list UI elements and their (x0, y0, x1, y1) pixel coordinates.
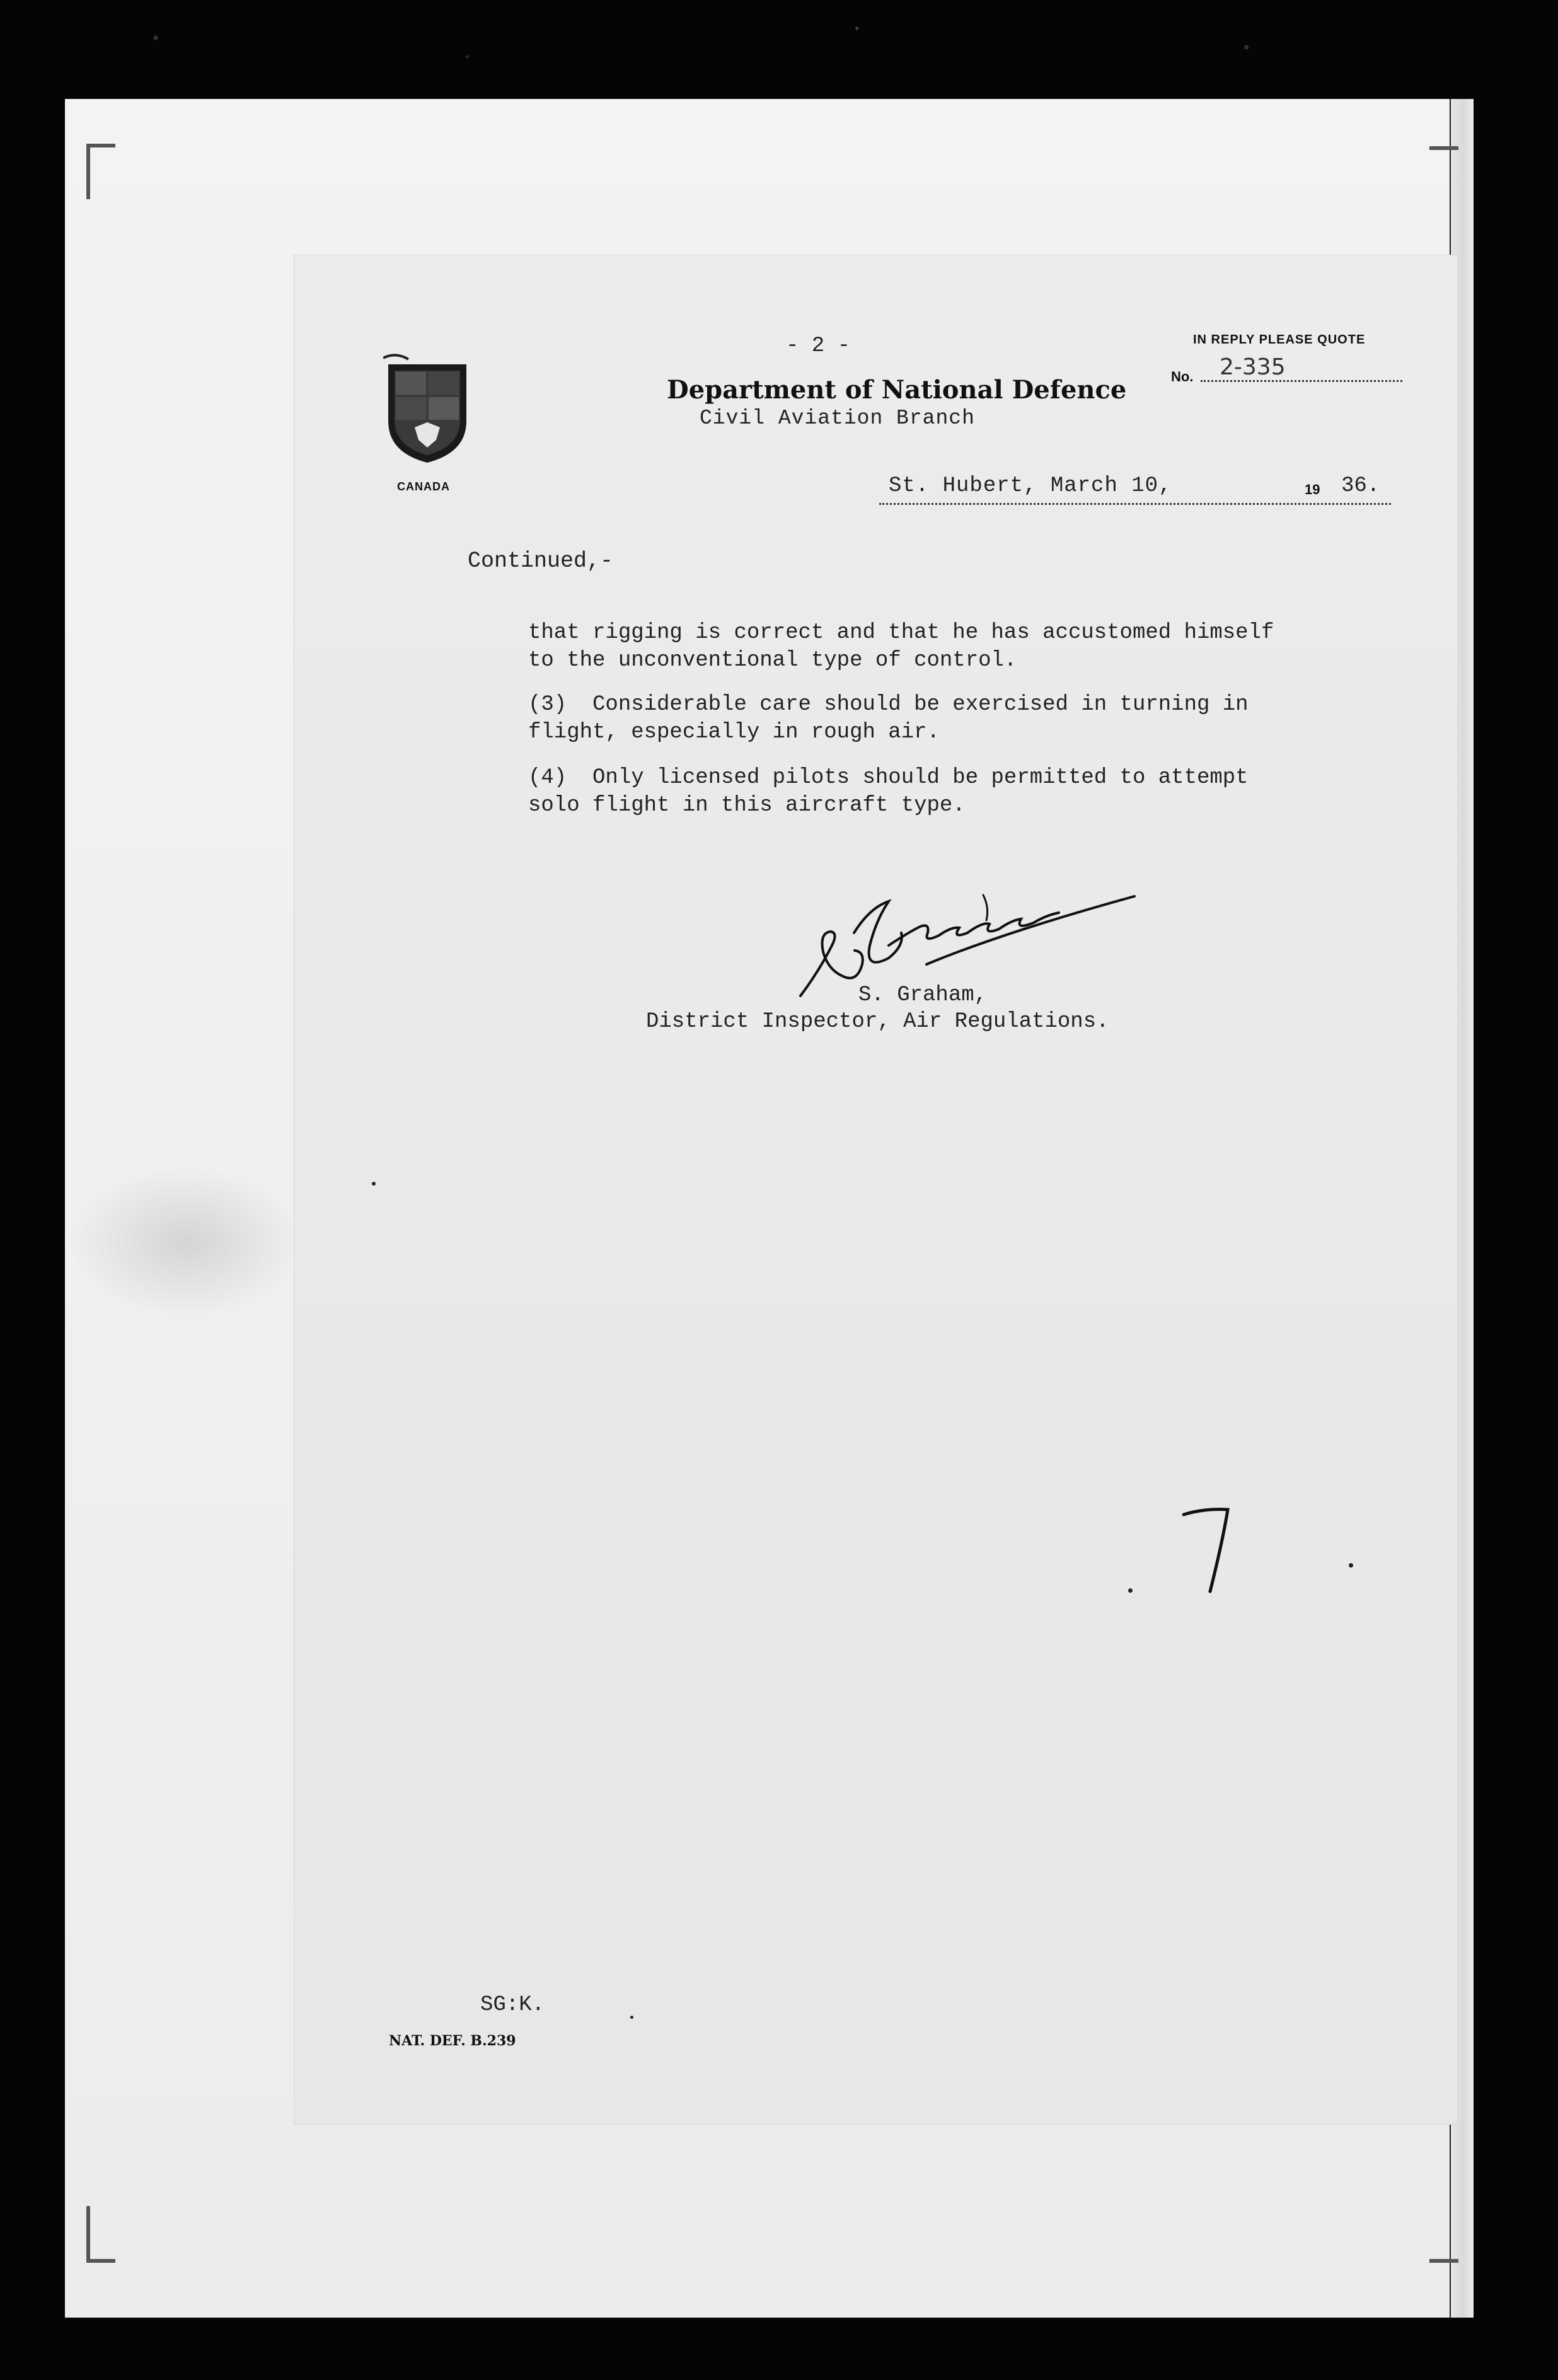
handwritten-folio-number (1179, 1503, 1254, 1598)
body-paragraph: (3) Considerable care should be exercised in turning in flight, especially in rough air. (528, 693, 1249, 744)
signer-name: S. Graham, (858, 983, 988, 1007)
reply-number-label: No. (1171, 369, 1194, 384)
reply-quote-label: IN REPLY PLEASE QUOTE (1193, 333, 1366, 347)
branch-title: Civil Aviation Branch (700, 407, 975, 430)
year-suffix: 36. (1341, 474, 1380, 498)
crop-mark-top-right (1429, 146, 1458, 150)
crop-mark-top-left (86, 144, 90, 199)
speck (1349, 1563, 1353, 1568)
department-title: Department of National Defence (667, 375, 1127, 405)
country-label: CANADA (397, 480, 450, 493)
coat-of-arms-icon (383, 352, 471, 465)
film-border-right (1474, 95, 1558, 2380)
crop-mark-top-left (86, 144, 115, 147)
body-paragraph: (4) Only licensed pilots should be permitted to attempt solo flight in this aircraft type. (528, 766, 1249, 817)
typist-initials: SG:K. (480, 1993, 545, 2017)
scan-smudge (69, 1166, 303, 1317)
crop-mark-bottom-left (86, 2259, 115, 2263)
speck (1128, 1588, 1133, 1593)
date-rule (879, 503, 1391, 505)
crop-mark-bottom-left (86, 2206, 90, 2263)
place-date: St. Hubert, March 10, (889, 474, 1172, 498)
letter-page (294, 255, 1457, 2124)
year-prefix: 19 (1305, 482, 1320, 497)
speck (630, 2016, 633, 2019)
reply-number-value: 2-335 (1220, 354, 1286, 380)
continued-heading: Continued,- (468, 548, 614, 574)
reply-number-rule (1201, 380, 1402, 382)
film-edge-noise (0, 0, 1558, 95)
crop-mark-bottom-right (1429, 2259, 1458, 2263)
signer-title: District Inspector, Air Regulations. (646, 1010, 1109, 1034)
body-paragraph: that rigging is correct and that he has accustomed himself to the unconventional type of control. (528, 621, 1274, 673)
page-number: - 2 - (786, 334, 851, 358)
speck (372, 1182, 376, 1186)
form-number: NAT. DEF. B.239 (389, 2033, 516, 2049)
